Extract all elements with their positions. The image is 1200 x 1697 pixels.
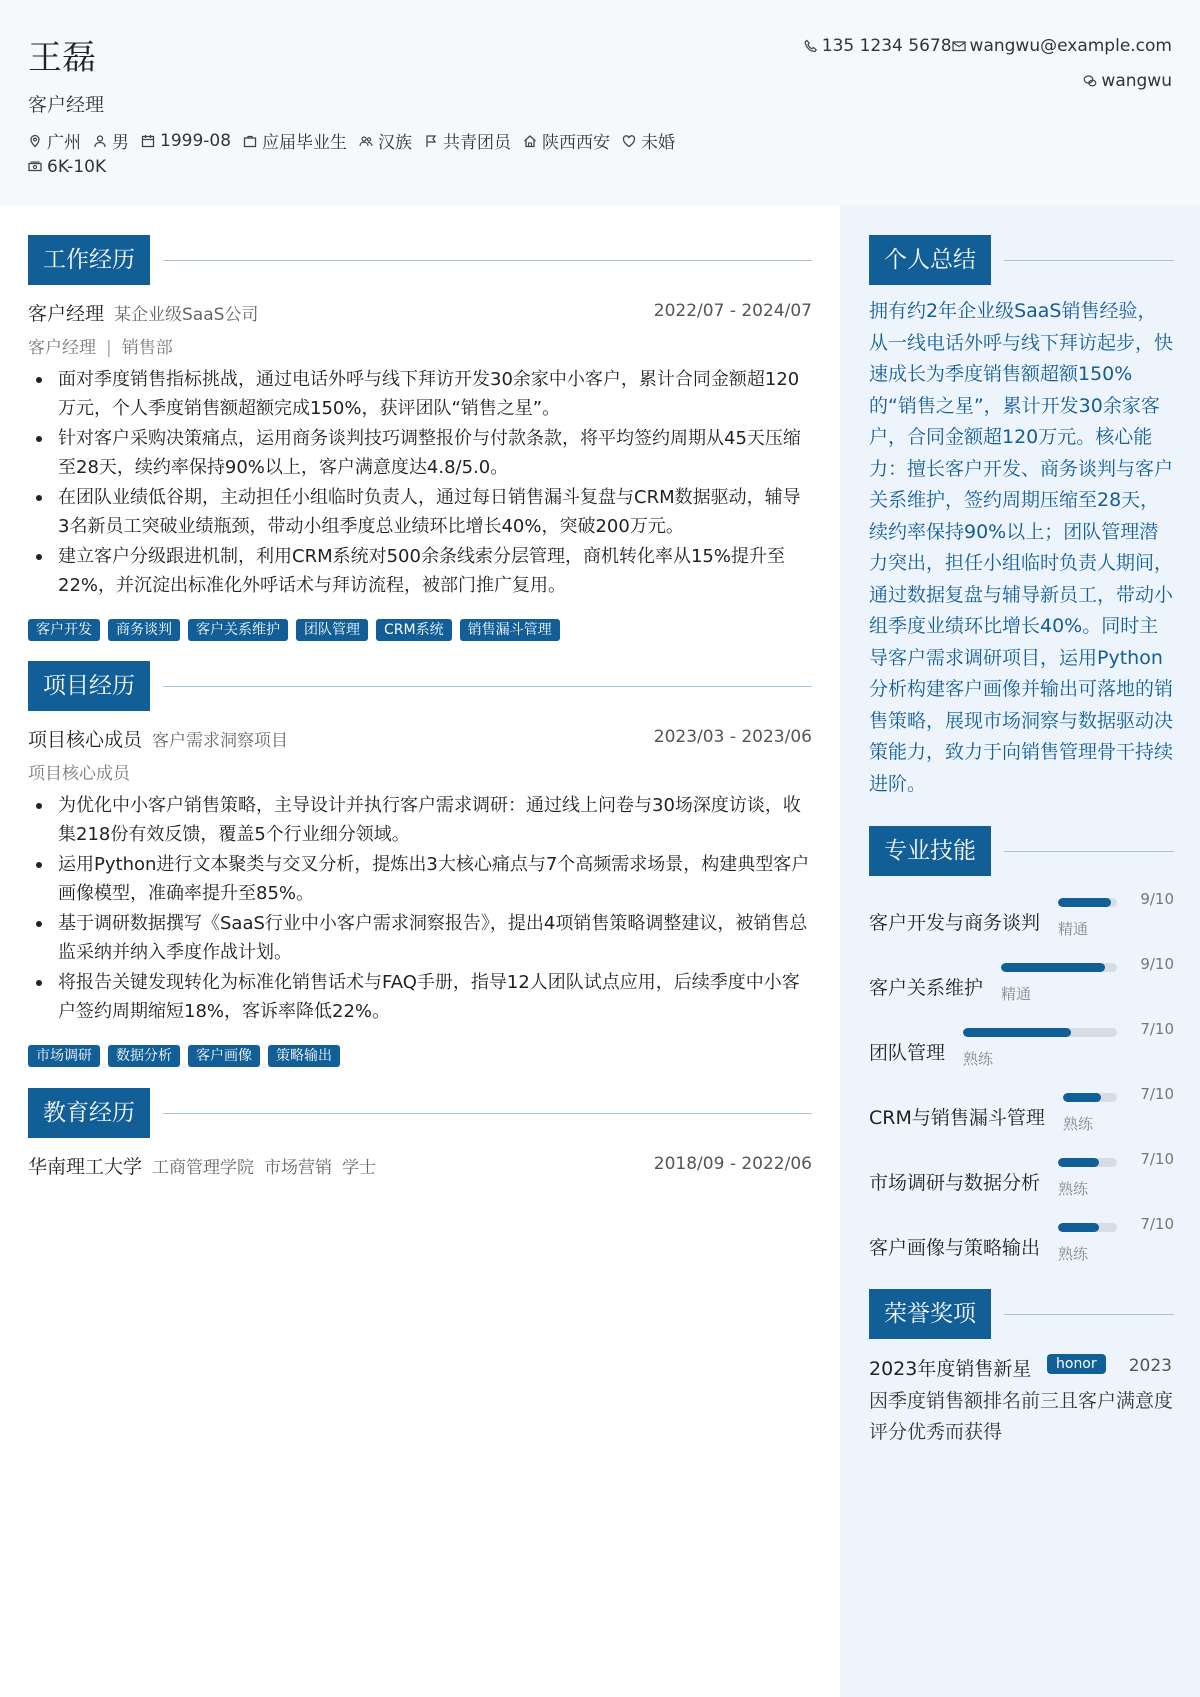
section-divider <box>1004 260 1174 261</box>
section-divider <box>163 1113 812 1114</box>
info-marital: 未婚 <box>622 128 675 153</box>
contact-row-2 <box>1083 71 1172 91</box>
education-date: 2018/09 - 2022/06 <box>653 1154 812 1174</box>
education-title <box>28 1152 376 1179</box>
project-title <box>28 725 288 752</box>
skill-progress-fill <box>1058 1223 1099 1232</box>
phone-icon <box>804 39 818 53</box>
group-icon <box>359 134 373 148</box>
skill-progress-bar <box>1058 898 1117 907</box>
skill-progress-bar <box>1001 963 1117 972</box>
skill-score: 7/10 <box>1140 1020 1174 1038</box>
list-item: 面对季度销售指标挑战，通过电话外呼与线下拜访开发30余家中小客户，累计合同金额超120万元，个人季度销售额超额完成150%，获评团队“销售之星”。 <box>28 365 812 423</box>
skill-level: 熟练 <box>963 1050 994 1068</box>
flag-icon <box>424 134 438 148</box>
money-icon <box>28 160 42 174</box>
skill-name: 市场调研与数据分析 <box>869 1172 1041 1194</box>
skill-level: 熟练 <box>1058 1245 1089 1263</box>
info-ethnicity: 汉族 <box>359 128 412 153</box>
section-project-title: 项目经历 <box>28 661 150 711</box>
section-skills <box>869 826 1174 876</box>
skill-score: 7/10 <box>1140 1215 1174 1233</box>
project-role: 项目核心成员 <box>28 729 143 751</box>
location-icon <box>28 134 42 148</box>
list-item: 在团队业绩低谷期，主动担任小组临时负责人，通过每日销售漏斗复盘与CRM数据驱动，辅导3名新员工突破业绩瓶颈，带动小组季度总业绩环比增长40%，突破200万元。 <box>28 483 812 541</box>
info-hometown: 陕西西安 <box>523 128 610 153</box>
education-school: 华南理工大学 <box>28 1156 143 1178</box>
education-major: 市场营销 <box>264 1158 333 1178</box>
skill-tag: 数据分析 <box>108 1045 180 1067</box>
award-badge: honor <box>1047 1354 1106 1374</box>
work-company: 某企业级SaaS公司 <box>114 305 259 325</box>
skill-level: 精通 <box>1001 985 1032 1003</box>
skill-progress-fill <box>963 1028 1071 1037</box>
briefcase-icon <box>243 134 257 148</box>
section-divider <box>163 686 812 687</box>
education-degree: 学士 <box>342 1158 377 1178</box>
work-position: 客户经理 <box>28 338 96 358</box>
heart-icon <box>622 134 636 148</box>
skill-progress-bar <box>1058 1223 1117 1232</box>
skill-progress-bar <box>1058 1158 1117 1167</box>
list-item: 将报告关键发现转化为标准化销售话术与FAQ手册，指导12人团队试点应用，后续季度中小客户签约周期缩短18%，客诉率降低22%。 <box>28 968 812 1026</box>
work-bullets <box>28 365 812 601</box>
skill-tag: 市场调研 <box>28 1045 100 1067</box>
salary-row <box>28 157 118 177</box>
candidate-title: 客户经理 <box>28 94 105 116</box>
skill-tag: 商务谈判 <box>108 619 180 641</box>
info-gender: 男 <box>93 128 129 153</box>
project-bullets <box>28 791 812 1027</box>
contact-email[interactable]: wangwu@example.com <box>952 36 1172 56</box>
section-work-title: 工作经历 <box>28 235 150 285</box>
skill-progress-fill <box>1058 1158 1099 1167</box>
skill-item <box>869 1018 1174 1078</box>
project-name: 客户需求洞察项目 <box>152 731 289 751</box>
info-location: 广州 <box>28 128 81 153</box>
skill-progress-bar <box>1063 1093 1117 1102</box>
section-education-title: 教育经历 <box>28 1088 150 1138</box>
mail-icon <box>952 39 966 53</box>
skill-progress-fill <box>1063 1093 1101 1102</box>
skill-score: 7/10 <box>1140 1085 1174 1103</box>
skill-score: 9/10 <box>1140 955 1174 973</box>
skill-tag: CRM系统 <box>376 619 452 641</box>
personal-info-row <box>28 128 687 153</box>
skill-name: CRM与销售漏斗管理 <box>869 1107 1045 1129</box>
summary-text: 拥有约2年企业级SaaS销售经验，从一线电话外呼与线下拜访起步，快速成长为季度销售额超额150%的“销售之星”，累计开发30余家客户，合同金额超120万元。核心能力：擅长客户开发、商务谈判与客户关系维护，签约周期压缩至28天，续约率保持90%以上；团队管理潜力突出，担任小组临时负责人期间，通过数据复盘与辅导新员工，带动小组季度业绩环比增长40%。同时主导客户需求调研项目，运用Python分析构建客户画像并输出可落地的销售策略，展现市场洞察与数据驱动决策能力，致力于向销售管理骨干持续进阶。 <box>869 300 1174 795</box>
info-birth: 1999-08 <box>141 131 231 151</box>
calendar-icon <box>141 134 155 148</box>
list-item: 为优化中小客户销售策略，主导设计并执行客户需求调研：通过线上问卷与30场深度访谈，收集218份有效反馈，覆盖5个行业细分领域。 <box>28 791 812 849</box>
award-description: 因季度销售额排名前三且客户满意度评分优秀而获得 <box>869 1390 1174 1443</box>
wechat-icon <box>1083 74 1097 88</box>
section-divider <box>1004 851 1174 852</box>
section-divider <box>163 260 812 261</box>
project-position: 项目核心成员 <box>28 764 130 784</box>
project-date: 2023/03 - 2023/06 <box>653 727 812 747</box>
skill-item <box>869 888 1174 948</box>
skill-level: 熟练 <box>1058 1180 1089 1198</box>
skill-score: 9/10 <box>1140 890 1174 908</box>
work-tags <box>28 619 568 641</box>
section-divider <box>1004 1314 1174 1315</box>
skill-item <box>869 1148 1174 1208</box>
info-salary: 6K-10K <box>28 157 106 177</box>
contact-row <box>804 36 1172 56</box>
skill-name: 团队管理 <box>869 1042 946 1064</box>
skill-progress-fill <box>1058 898 1111 907</box>
section-awards <box>869 1289 1174 1339</box>
list-item: 运用Python进行文本聚类与交叉分析，提炼出3大核心痛点与7个高频需求场景，构建典型客户画像模型，准确率提升至85%。 <box>28 850 812 908</box>
skill-tag: 客户画像 <box>188 1045 260 1067</box>
work-role: 客户经理 <box>28 303 105 325</box>
section-education <box>28 1088 812 1138</box>
resume-header <box>0 0 1200 205</box>
skill-item <box>869 953 1174 1013</box>
skill-progress-bar <box>963 1028 1117 1037</box>
info-political: 共青团员 <box>424 128 511 153</box>
skill-tag: 客户关系维护 <box>188 619 288 641</box>
person-icon <box>93 134 107 148</box>
skill-score: 7/10 <box>1140 1150 1174 1168</box>
contact-phone[interactable]: 135 1234 5678 <box>804 36 952 56</box>
skill-item <box>869 1083 1174 1143</box>
skill-tag: 策略输出 <box>268 1045 340 1067</box>
list-item: 建立客户分级跟进机制，利用CRM系统对500余条线索分层管理，商机转化率从15%提升至22%，并沉淀出标准化外呼话术与拜访流程，被部门推广复用。 <box>28 542 812 600</box>
section-project <box>28 661 812 711</box>
skill-name: 客户关系维护 <box>869 977 984 999</box>
skill-name: 客户画像与策略输出 <box>869 1237 1041 1259</box>
list-item: 基于调研数据撰写《SaaS行业中小客户需求洞察报告》，提出4项销售策略调整建议，被销售总监采纳并纳入季度作战计划。 <box>28 909 812 967</box>
section-work <box>28 235 812 285</box>
skill-tag: 销售漏斗管理 <box>460 619 560 641</box>
skill-tag: 团队管理 <box>296 619 368 641</box>
info-status: 应届毕业生 <box>243 128 347 153</box>
home-icon <box>523 134 537 148</box>
skill-tag: 客户开发 <box>28 619 100 641</box>
award-title: 2023年度销售新星 <box>869 1358 1032 1380</box>
work-department: 销售部 <box>121 338 173 358</box>
list-item: 针对客户采购决策痛点，运用商务谈判技巧调整报价与付款条款，将平均签约周期从45天压缩至28天，续约率保持90%以上，客户满意度达4.8/5.0。 <box>28 424 812 482</box>
section-skills-title: 专业技能 <box>869 826 991 876</box>
skill-level: 熟练 <box>1063 1115 1094 1133</box>
education-college: 工商管理学院 <box>152 1158 255 1178</box>
contact-wechat[interactable]: wangwu <box>1083 71 1172 91</box>
section-summary <box>869 235 1174 285</box>
work-title <box>28 299 258 326</box>
skill-progress-fill <box>1001 963 1105 972</box>
award-year: 2023 <box>1128 1356 1172 1376</box>
skill-level: 精通 <box>1058 920 1089 938</box>
skill-item <box>869 1213 1174 1273</box>
project-tags <box>28 1045 348 1067</box>
candidate-name: 王磊 <box>28 38 96 78</box>
section-awards-title: 荣誉奖项 <box>869 1289 991 1339</box>
skill-name: 客户开发与商务谈判 <box>869 912 1041 934</box>
section-summary-title: 个人总结 <box>869 235 991 285</box>
work-date: 2022/07 - 2024/07 <box>653 301 812 321</box>
work-position-line: 客户经理 | 销售部 <box>28 338 173 358</box>
